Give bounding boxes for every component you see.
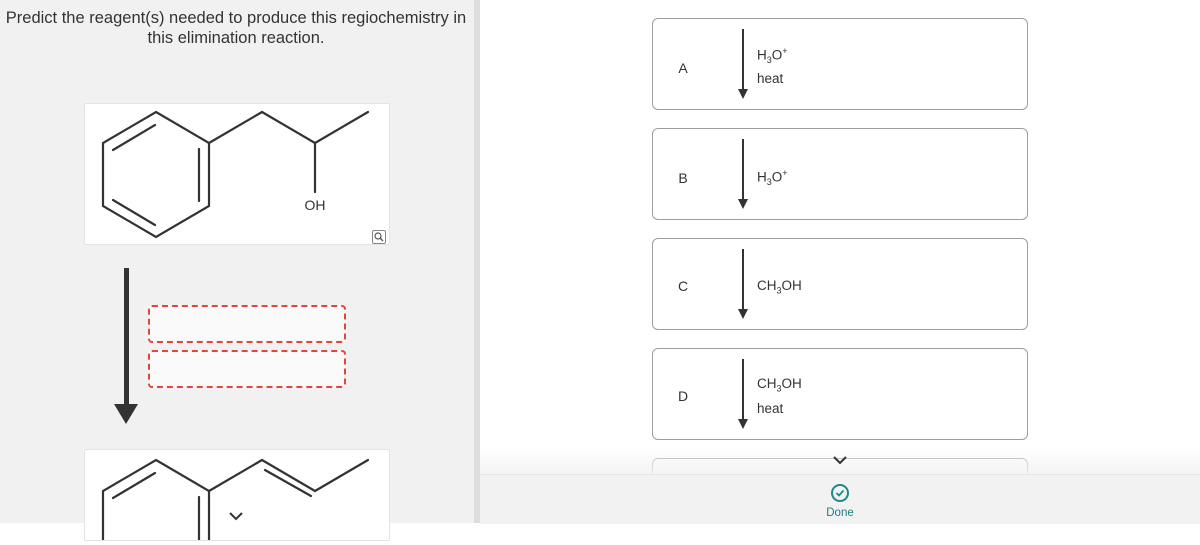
down-arrow-icon [114,404,138,424]
option-letter: D [677,388,689,404]
reagent-heat: heat [757,401,784,416]
done-label: Done [826,507,854,519]
oh-label: OH [304,197,326,213]
down-arrow-icon [738,309,748,319]
reagent-h3o: $H_3O^+$ [757,46,788,66]
option-letter: B [678,170,688,186]
done-button[interactable] [820,482,860,522]
option-arrow-shaft [742,359,744,421]
reagent-h3o: $H_3O^+$ [757,168,788,188]
reagent-drop-zone-1[interactable] [148,305,346,343]
product-structure [85,450,389,540]
option-arrow-shaft [742,139,744,201]
option-card-a[interactable] [652,18,1028,110]
magnifier-icon[interactable] [372,230,386,244]
option-arrow-shaft [742,29,744,91]
option-card-c[interactable] [652,238,1028,330]
check-circle-icon [831,484,849,502]
option-card-d[interactable] [652,348,1028,440]
product-structure-card [84,449,390,541]
question-panel [0,0,474,523]
option-letter: A [678,60,688,76]
chevron-down-icon[interactable] [228,511,244,521]
chevron-down-icon[interactable] [832,455,848,465]
option-arrow-shaft [742,249,744,311]
down-arrow-icon [738,89,748,99]
option-letter: C [677,278,689,294]
question-line-1: Predict the reagent(s) needed to produce this regiochemistry in [5,9,467,27]
reactant-structure [85,104,389,244]
reagent-heat: heat [757,71,784,86]
down-arrow-icon [738,199,748,209]
reactant-structure-card [84,103,390,245]
question-text [0,8,472,48]
option-card-b[interactable] [652,128,1028,220]
down-arrow-icon [738,419,748,429]
reagent-ch3oh: $CH_3OH$ [757,278,802,296]
question-line-2: this elimination reaction. [147,29,325,47]
reaction-arrow-shaft [124,268,129,408]
reagent-ch3oh: $CH_3OH$ [757,376,802,394]
reagent-drop-zone-2[interactable] [148,350,346,388]
